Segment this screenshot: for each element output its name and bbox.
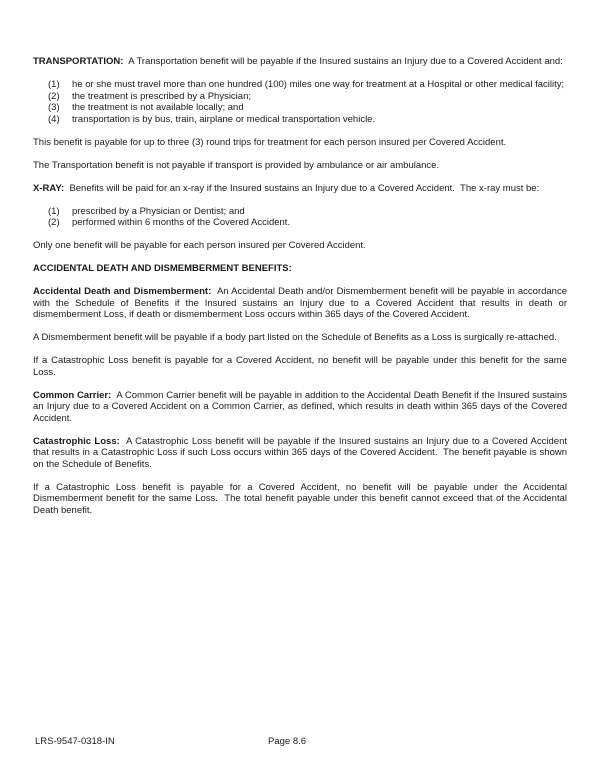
list-item-number: (2) xyxy=(48,90,60,102)
page-number: Page 8.6 xyxy=(268,736,307,747)
list-item-text: the treatment is not available locally; and xyxy=(72,102,244,113)
document-body xyxy=(33,56,567,528)
common-carrier-text: A Common Carrier benefit will be payable in addition to the Accidental Death Benefit if the Insured sustains an Injury due to a Covered Accident on a Common Carrier, as defined, which results in death within 365 days of the Covered Accident. xyxy=(33,389,568,424)
add-paragraph xyxy=(33,286,567,321)
xray-paragraph xyxy=(33,183,567,195)
catastrophic-same-loss-paragraph: If a Catastrophic Loss benefit is payable for a Covered Accident, no benefit will be payable under this benefit for the same Loss. xyxy=(33,355,567,378)
transportation-paragraph xyxy=(33,56,567,68)
transportation-conditions-list xyxy=(33,79,567,125)
list-item xyxy=(33,102,567,114)
transportation-limit-paragraph: This benefit is payable for up to three (3) round trips for treatment for each person insured per Covered Accident. xyxy=(33,136,507,148)
list-item-text: he or she must travel more than one hundred (100) miles one way for treatment at a Hospital or other medical facility; xyxy=(72,79,565,90)
list-item-number: (1) xyxy=(48,79,60,90)
catastrophic-loss-paragraph xyxy=(33,436,567,471)
list-item-number: (1) xyxy=(48,205,60,217)
transportation-text: A Transportation benefit will be payable if the Insured sustains an Injury due to a Covered Accident and: xyxy=(128,56,563,67)
common-carrier-heading: Common Carrier: xyxy=(33,389,115,401)
add-text: An Accidental Death and/or Dismemberment benefit will be payable in accordance with the Schedule of Benefits if the Insured sustains an Injury due to a Covered Accident that results in death or dismemberment Loss, if death or dismemberment Loss occurs within 365 days of the Covered Accident. xyxy=(33,286,568,320)
page-footer xyxy=(0,736,600,750)
list-item xyxy=(33,217,567,229)
xray-heading: X-RAY: xyxy=(33,182,67,194)
transportation-heading: TRANSPORTATION: xyxy=(33,56,127,67)
list-item xyxy=(33,206,567,218)
dismemberment-reattach-paragraph: A Dismemberment benefit will be payable if a body part listed on the Schedule of Benefits as a Loss is surgically re-attached. xyxy=(33,332,557,343)
list-item xyxy=(33,114,567,126)
xray-text: Benefits will be paid for an x-ray if the Insured sustains an Injury due to a Covered Accident. The x-ray must be: xyxy=(69,182,540,194)
list-item-text: prescribed by a Physician or Dentist; and xyxy=(72,205,245,217)
add-heading: Accidental Death and Dismemberment: xyxy=(33,286,215,297)
catastrophic-loss-heading: Catastrophic Loss: xyxy=(33,435,124,447)
list-item xyxy=(33,79,567,91)
xray-conditions-list xyxy=(33,206,567,229)
list-item-text: the treatment is prescribed by a Physician; xyxy=(72,90,252,102)
list-item-number: (2) xyxy=(48,217,60,228)
catastrophic-loss-text: A Catastrophic Loss benefit will be payable if the Insured sustains an Injury due to a Covered Accident that results in a Catastrophic Loss if such Loss occurs within 365 days of the Covered Accident. The benefit payable is shown on the Schedule of Benefits. xyxy=(33,435,567,470)
transportation-exclusion-paragraph: The Transportation benefit is not payable if transport is provided by ambulance or air ambulance. xyxy=(33,159,440,171)
catastrophic-exclusion-paragraph: If a Catastrophic Loss benefit is payable for a Covered Accident, no benefit will be payable under the Accidental Dismemberment benefit for the same Loss. The total benefit payable under this benefit cannot exceed that of the Accidental Death benefit. xyxy=(33,481,567,516)
common-carrier-paragraph xyxy=(33,390,567,425)
xray-limit-paragraph: Only one benefit will be payable for each person insured per Covered Accident. xyxy=(33,240,366,251)
form-number: LRS-9547-0318-IN xyxy=(35,736,115,747)
list-item xyxy=(33,91,567,103)
list-item-text: transportation is by bus, train, airplane or medical transportation vehicle. xyxy=(72,113,376,125)
list-item-text: performed within 6 months of the Covered Accident. xyxy=(72,217,291,228)
list-item-number: (3) xyxy=(48,102,60,113)
add-benefits-section-heading: ACCIDENTAL DEATH AND DISMEMBERMENT BENEFITS: xyxy=(33,263,292,274)
list-item-number: (4) xyxy=(48,113,60,125)
